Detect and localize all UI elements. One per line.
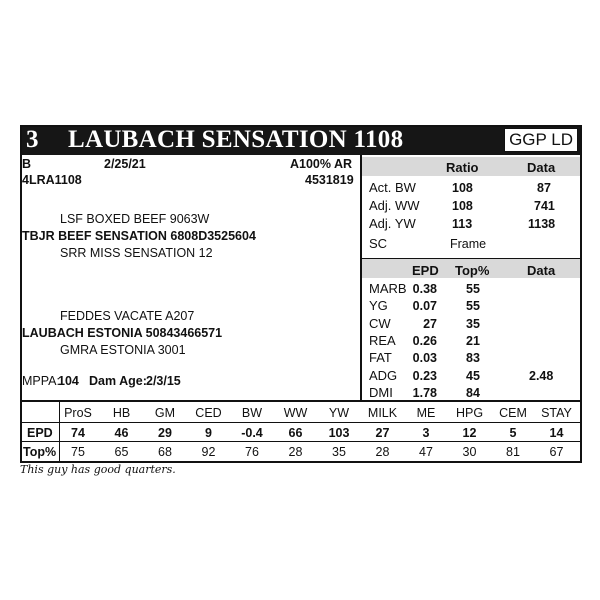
reg-number: 4531819 — [305, 173, 354, 187]
genomic-badge: GGP LD — [504, 128, 578, 152]
epd-value: 12 — [462, 426, 477, 440]
carcass-row-epd: 0.26 — [412, 334, 437, 348]
carcass-row-label: CW — [369, 316, 391, 331]
epd-col-header: YW — [328, 406, 350, 420]
tattoo: 4LRA1108 — [22, 173, 82, 187]
carcass-row-top: 83 — [466, 351, 480, 365]
weights-row-label: Adj. WW — [369, 198, 420, 213]
epd-table-top-border — [20, 400, 582, 402]
dam: LAUBACH ESTONIA 50843466571 — [22, 326, 223, 340]
carcass-col-data: Data — [527, 263, 556, 278]
top-percent-value: 67 — [549, 445, 564, 459]
weights-row-label: Act. BW — [369, 180, 416, 195]
epd-value: 29 — [158, 426, 172, 440]
top-percent-value: 76 — [245, 445, 259, 459]
epd-value: 27 — [375, 426, 390, 440]
dam-dam: GMRA ESTONIA 3001 — [60, 343, 186, 357]
epd-col-header: HB — [112, 406, 131, 420]
weights-col-ratio: Ratio — [446, 160, 479, 175]
carcass-row-epd: 27 — [423, 317, 437, 331]
top-percent-value: 47 — [419, 445, 433, 459]
sire-dam: SRR MISS SENSATION 12 — [60, 246, 213, 260]
top-percent-value: 65 — [114, 445, 129, 459]
weights-row-label: Adj. YW — [369, 216, 416, 231]
dam-age-label: Dam Age: — [89, 374, 147, 388]
weights-row-data: 1138 — [528, 217, 556, 231]
carcass-row-top: 55 — [466, 299, 480, 313]
sire-sire: LSF BOXED BEEF 9063W — [60, 212, 210, 226]
top-percent-value: 81 — [506, 445, 520, 459]
epd-table-row-line — [20, 441, 582, 442]
epd-col-header: ME — [416, 406, 436, 420]
epd-value: 14 — [549, 426, 564, 440]
epd-value: 3 — [422, 426, 430, 440]
epd-value: 66 — [288, 426, 303, 440]
carcass-row-label: FAT — [369, 350, 392, 365]
comment-caption: This guy has good quarters. — [20, 463, 176, 476]
carcass-row-top: 45 — [466, 369, 480, 383]
weights-row-label: SC — [369, 236, 388, 251]
carcass-row-top: 84 — [466, 386, 480, 400]
carcass-row-top: 21 — [466, 334, 480, 348]
sire: TBJR BEEF SENSATION 6808D3525604 — [22, 229, 256, 243]
epd-table-header-line — [20, 422, 582, 423]
top-percent-value: 68 — [158, 445, 172, 459]
carcass-row-label: ADG — [369, 368, 398, 383]
epd-col-header: MILK — [367, 406, 398, 420]
epd-col-header: GM — [154, 406, 176, 420]
carcass-row-label: DMI — [369, 385, 393, 400]
carcass-row-epd: 0.38 — [412, 282, 437, 296]
weights-row-ratio: Frame — [450, 237, 487, 251]
epd-value: 74 — [71, 426, 85, 440]
epd-value: 46 — [114, 426, 129, 440]
dam-sire: FEDDES VACATE A207 — [60, 309, 195, 323]
top-percent-value: 92 — [201, 445, 216, 459]
dam-age: 2/3/15 — [146, 374, 181, 388]
breed: A100% AR — [290, 157, 353, 171]
mppa-value: 104 — [58, 374, 79, 388]
epd-col-header: CEM — [499, 406, 527, 420]
weights-col-data: Data — [527, 160, 556, 175]
weights-row-data: 741 — [534, 199, 555, 213]
epd-value: -0.4 — [241, 426, 263, 440]
carcass-row-epd: 0.07 — [412, 299, 437, 313]
carcass-row-epd: 1.78 — [412, 386, 437, 400]
epd-col-header: WW — [283, 406, 308, 420]
weights-row-ratio: 113 — [452, 217, 473, 231]
top-row-label: Top% — [23, 445, 57, 459]
top-percent-value: 28 — [375, 445, 390, 459]
epd-col-header: ProS — [64, 406, 92, 420]
mppa-label: MPPA: — [22, 374, 60, 388]
top-percent-value: 28 — [288, 445, 303, 459]
top-percent-value: 35 — [332, 445, 346, 459]
epd-col-header: HPG — [455, 406, 484, 420]
weights-row-data: 87 — [537, 181, 551, 195]
sex: B — [22, 157, 32, 171]
carcass-row-label: REA — [369, 333, 396, 348]
carcass-row-epd: 0.23 — [412, 369, 437, 383]
animal-name: LAUBACH SENSATION 1108 — [68, 126, 404, 153]
top-percent-value: 75 — [71, 445, 85, 459]
carcass-col-top: Top% — [455, 263, 490, 278]
epd-value: 103 — [328, 426, 350, 440]
weights-row-ratio: 108 — [452, 181, 473, 195]
epd-col-header: STAY — [541, 406, 572, 420]
epd-row-label: EPD — [27, 426, 53, 440]
epd-value: 9 — [205, 426, 212, 440]
carcass-row-label: YG — [369, 298, 388, 313]
carcass-row-data: 2.48 — [529, 369, 554, 383]
weights-row-ratio: 108 — [452, 199, 473, 213]
carcass-row-epd: 0.03 — [412, 351, 437, 365]
top-percent-value: 30 — [462, 445, 477, 459]
epd-value: 5 — [509, 426, 517, 440]
epd-col-header: BW — [241, 406, 263, 420]
carcass-row-label: MARB — [369, 281, 407, 296]
epd-col-header: CED — [195, 406, 222, 420]
carcass-row-top: 35 — [466, 317, 480, 331]
carcass-row-top: 55 — [466, 282, 480, 296]
lot-number: 3 — [26, 126, 39, 153]
birth-date: 2/25/21 — [104, 157, 146, 171]
carcass-col-epd: EPD — [412, 263, 439, 278]
